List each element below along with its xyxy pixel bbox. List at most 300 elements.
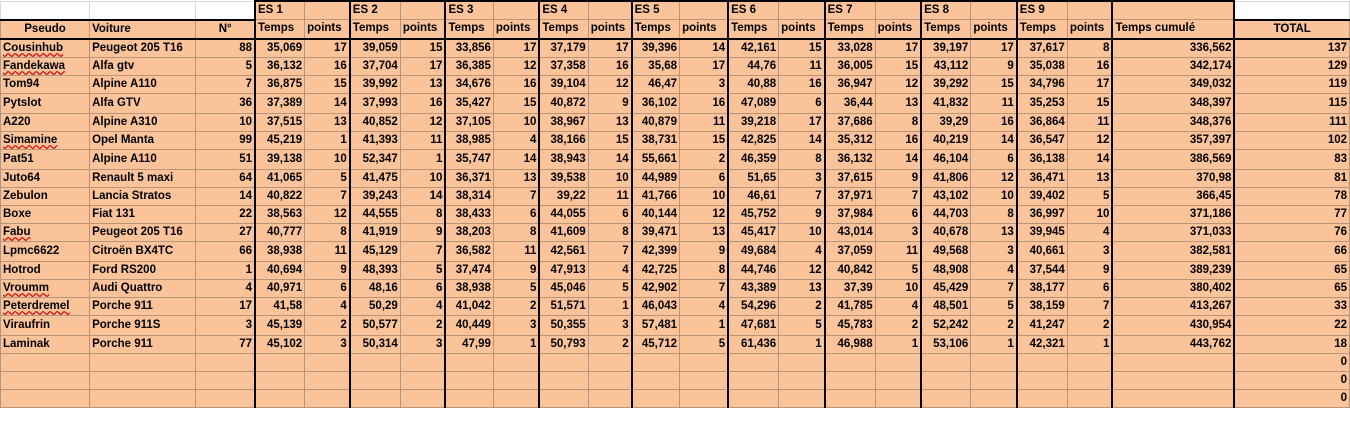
points-cell[interactable]: 11 bbox=[588, 187, 631, 205]
points-cell[interactable]: 7 bbox=[971, 279, 1017, 297]
temps-cell[interactable]: 50,314 bbox=[350, 335, 401, 353]
num-cell[interactable]: 5 bbox=[196, 57, 255, 75]
points-cell[interactable]: 2 bbox=[305, 315, 350, 335]
temps-cell[interactable]: 49,568 bbox=[921, 241, 971, 261]
empty-cell[interactable] bbox=[921, 389, 971, 407]
points-cell[interactable]: 15 bbox=[305, 75, 350, 93]
empty-cell[interactable] bbox=[196, 353, 255, 371]
temps-cell[interactable]: 36,44 bbox=[825, 93, 876, 113]
temps-cell[interactable]: 35,427 bbox=[445, 93, 493, 113]
temps-cell[interactable]: 42,825 bbox=[728, 131, 779, 149]
col-header-temps[interactable]: Temps bbox=[728, 20, 779, 39]
total-cell[interactable]: 77 bbox=[1234, 205, 1349, 223]
points-cell[interactable]: 5 bbox=[400, 261, 445, 279]
temps-cell[interactable]: 51,571 bbox=[539, 297, 588, 315]
temps-cell[interactable]: 37,389 bbox=[255, 93, 305, 113]
empty-cell[interactable] bbox=[445, 389, 493, 407]
cumul-cell[interactable]: 382,581 bbox=[1112, 241, 1234, 261]
temps-cell[interactable]: 37,617 bbox=[1017, 39, 1068, 58]
points-cell[interactable]: 10 bbox=[875, 279, 921, 297]
temps-cell[interactable]: 36,138 bbox=[1017, 149, 1068, 169]
temps-cell[interactable]: 41,393 bbox=[350, 131, 401, 149]
temps-cell[interactable]: 48,501 bbox=[921, 297, 971, 315]
col-header-num[interactable]: N° bbox=[196, 20, 255, 39]
pseudo-cell[interactable]: Pytslot bbox=[1, 93, 90, 113]
empty-cell[interactable] bbox=[632, 353, 680, 371]
temps-cell[interactable]: 55,661 bbox=[632, 149, 680, 169]
empty-cell[interactable] bbox=[539, 371, 588, 389]
temps-cell[interactable]: 50,793 bbox=[539, 335, 588, 353]
points-cell[interactable]: 4 bbox=[1067, 223, 1112, 241]
empty-cell[interactable] bbox=[632, 371, 680, 389]
points-cell[interactable]: 7 bbox=[1067, 297, 1112, 315]
voiture-cell[interactable]: Alpine A110 bbox=[90, 149, 196, 169]
points-cell[interactable]: 5 bbox=[971, 297, 1017, 315]
points-cell[interactable]: 8 bbox=[971, 205, 1017, 223]
temps-cell[interactable]: 35,68 bbox=[632, 57, 680, 75]
total-cell[interactable]: 0 bbox=[1234, 353, 1349, 371]
empty-cell[interactable] bbox=[680, 371, 729, 389]
empty-cell[interactable] bbox=[588, 353, 631, 371]
points-cell[interactable]: 16 bbox=[680, 93, 729, 113]
temps-cell[interactable]: 45,129 bbox=[350, 241, 401, 261]
temps-cell[interactable]: 42,161 bbox=[728, 39, 779, 58]
temps-cell[interactable]: 41,785 bbox=[825, 297, 876, 315]
cumul-header-spacer[interactable] bbox=[1112, 1, 1234, 20]
points-cell[interactable]: 17 bbox=[971, 39, 1017, 58]
pseudo-cell[interactable]: Lpmc6622 bbox=[1, 241, 90, 261]
cumul-cell[interactable]: 348,397 bbox=[1112, 93, 1234, 113]
voiture-cell[interactable]: Renault 5 maxi bbox=[90, 169, 196, 187]
pseudo-cell[interactable]: Tom94 bbox=[1, 75, 90, 93]
temps-cell[interactable]: 38,943 bbox=[539, 149, 588, 169]
temps-cell[interactable]: 39,538 bbox=[539, 169, 588, 187]
col-header-points[interactable]: points bbox=[680, 20, 729, 39]
pseudo-cell[interactable]: Hotrod bbox=[1, 261, 90, 279]
points-cell[interactable]: 3 bbox=[779, 169, 825, 187]
col-header-cumul[interactable]: Temps cumulé bbox=[1112, 20, 1234, 39]
total-cell[interactable]: 22 bbox=[1234, 315, 1349, 335]
points-cell[interactable]: 16 bbox=[875, 131, 921, 149]
points-cell[interactable]: 15 bbox=[400, 39, 445, 58]
points-cell[interactable]: 17 bbox=[493, 39, 539, 58]
num-cell[interactable]: 51 bbox=[196, 149, 255, 169]
total-cell[interactable]: 102 bbox=[1234, 131, 1349, 149]
temps-cell[interactable]: 37,059 bbox=[825, 241, 876, 261]
col-header-points[interactable]: points bbox=[875, 20, 921, 39]
col-header-voiture[interactable]: Voiture bbox=[90, 20, 196, 39]
pseudo-cell[interactable]: Juto64 bbox=[1, 169, 90, 187]
points-cell[interactable]: 16 bbox=[493, 75, 539, 93]
points-cell[interactable]: 2 bbox=[971, 315, 1017, 335]
points-cell[interactable]: 15 bbox=[493, 93, 539, 113]
temps-cell[interactable]: 41,58 bbox=[255, 297, 305, 315]
empty-cell[interactable] bbox=[1112, 371, 1234, 389]
temps-cell[interactable]: 47,681 bbox=[728, 315, 779, 335]
voiture-cell[interactable]: Alpine A110 bbox=[90, 75, 196, 93]
total-cell[interactable]: 33 bbox=[1234, 297, 1349, 315]
points-cell[interactable]: 14 bbox=[971, 131, 1017, 149]
pseudo-cell[interactable]: Peterdremel bbox=[1, 297, 90, 315]
points-cell[interactable]: 6 bbox=[1067, 279, 1112, 297]
voiture-cell[interactable]: Porche 911S bbox=[90, 315, 196, 335]
points-cell[interactable]: 3 bbox=[305, 335, 350, 353]
empty-cell[interactable] bbox=[196, 389, 255, 407]
points-cell[interactable]: 5 bbox=[680, 335, 729, 353]
temps-cell[interactable]: 37,615 bbox=[825, 169, 876, 187]
temps-cell[interactable]: 39,243 bbox=[350, 187, 401, 205]
voiture-cell[interactable]: Alfa gtv bbox=[90, 57, 196, 75]
empty-cell[interactable] bbox=[779, 389, 825, 407]
points-cell[interactable]: 3 bbox=[1067, 241, 1112, 261]
col-header-temps[interactable]: Temps bbox=[255, 20, 305, 39]
points-cell[interactable]: 9 bbox=[588, 93, 631, 113]
empty-cell[interactable] bbox=[350, 353, 401, 371]
empty-cell[interactable] bbox=[875, 353, 921, 371]
temps-cell[interactable]: 38,967 bbox=[539, 113, 588, 131]
temps-cell[interactable]: 38,166 bbox=[539, 131, 588, 149]
temps-cell[interactable]: 50,29 bbox=[350, 297, 401, 315]
temps-cell[interactable]: 39,059 bbox=[350, 39, 401, 58]
empty-cell[interactable] bbox=[445, 371, 493, 389]
voiture-cell[interactable]: Audi Quattro bbox=[90, 279, 196, 297]
temps-cell[interactable]: 35,069 bbox=[255, 39, 305, 58]
empty-cell[interactable] bbox=[728, 353, 779, 371]
points-cell[interactable]: 1 bbox=[680, 315, 729, 335]
temps-cell[interactable]: 48,393 bbox=[350, 261, 401, 279]
pseudo-cell[interactable]: Simamine bbox=[1, 131, 90, 149]
stage-title[interactable]: ES 8 bbox=[921, 1, 971, 20]
points-cell[interactable]: 13 bbox=[779, 279, 825, 297]
temps-cell[interactable]: 53,106 bbox=[921, 335, 971, 353]
points-cell[interactable]: 14 bbox=[779, 131, 825, 149]
points-cell[interactable]: 12 bbox=[493, 57, 539, 75]
temps-cell[interactable]: 37,474 bbox=[445, 261, 493, 279]
total-cell[interactable]: 137 bbox=[1234, 39, 1349, 58]
points-cell[interactable]: 7 bbox=[680, 279, 729, 297]
empty-cell[interactable] bbox=[305, 353, 350, 371]
points-cell[interactable]: 12 bbox=[875, 75, 921, 93]
pseudo-cell[interactable]: Boxe bbox=[1, 205, 90, 223]
temps-cell[interactable]: 37,179 bbox=[539, 39, 588, 58]
points-cell[interactable]: 16 bbox=[779, 75, 825, 93]
points-cell[interactable]: 10 bbox=[400, 169, 445, 187]
empty-cell[interactable] bbox=[825, 389, 876, 407]
temps-cell[interactable]: 39,22 bbox=[539, 187, 588, 205]
temps-cell[interactable]: 35,038 bbox=[1017, 57, 1068, 75]
stage-title-spacer[interactable] bbox=[971, 1, 1017, 20]
empty-cell[interactable] bbox=[493, 389, 539, 407]
temps-cell[interactable]: 61,436 bbox=[728, 335, 779, 353]
empty-cell[interactable] bbox=[1234, 1, 1349, 20]
stage-title-spacer[interactable] bbox=[1067, 1, 1112, 20]
voiture-cell[interactable]: Citroën BX4TC bbox=[90, 241, 196, 261]
col-header-points[interactable]: points bbox=[779, 20, 825, 39]
temps-cell[interactable]: 40,144 bbox=[632, 205, 680, 223]
temps-cell[interactable]: 36,132 bbox=[255, 57, 305, 75]
empty-cell[interactable] bbox=[493, 353, 539, 371]
col-header-total[interactable]: TOTAL bbox=[1234, 20, 1349, 39]
stage-title-spacer[interactable] bbox=[779, 1, 825, 20]
points-cell[interactable]: 4 bbox=[588, 261, 631, 279]
temps-cell[interactable]: 45,046 bbox=[539, 279, 588, 297]
temps-cell[interactable]: 39,945 bbox=[1017, 223, 1068, 241]
cumul-cell[interactable]: 336,562 bbox=[1112, 39, 1234, 58]
points-cell[interactable]: 11 bbox=[680, 113, 729, 131]
temps-cell[interactable]: 40,678 bbox=[921, 223, 971, 241]
empty-cell[interactable] bbox=[90, 389, 196, 407]
points-cell[interactable]: 3 bbox=[400, 335, 445, 353]
points-cell[interactable]: 13 bbox=[1067, 169, 1112, 187]
num-cell[interactable]: 22 bbox=[196, 205, 255, 223]
cumul-cell[interactable]: 389,239 bbox=[1112, 261, 1234, 279]
empty-cell[interactable] bbox=[90, 353, 196, 371]
temps-cell[interactable]: 39,29 bbox=[921, 113, 971, 131]
temps-cell[interactable]: 44,055 bbox=[539, 205, 588, 223]
empty-cell[interactable] bbox=[971, 389, 1017, 407]
total-cell[interactable]: 66 bbox=[1234, 241, 1349, 261]
temps-cell[interactable]: 44,76 bbox=[728, 57, 779, 75]
points-cell[interactable]: 11 bbox=[400, 131, 445, 149]
temps-cell[interactable]: 45,219 bbox=[255, 131, 305, 149]
points-cell[interactable]: 2 bbox=[493, 297, 539, 315]
points-cell[interactable]: 16 bbox=[1067, 57, 1112, 75]
points-cell[interactable]: 4 bbox=[493, 131, 539, 149]
temps-cell[interactable]: 50,577 bbox=[350, 315, 401, 335]
num-cell[interactable]: 88 bbox=[196, 39, 255, 58]
total-cell[interactable]: 129 bbox=[1234, 57, 1349, 75]
temps-cell[interactable]: 42,321 bbox=[1017, 335, 1068, 353]
points-cell[interactable]: 8 bbox=[588, 223, 631, 241]
empty-cell[interactable] bbox=[1, 353, 90, 371]
empty-cell[interactable] bbox=[921, 353, 971, 371]
empty-cell[interactable] bbox=[305, 371, 350, 389]
cumul-cell[interactable]: 386,569 bbox=[1112, 149, 1234, 169]
points-cell[interactable]: 13 bbox=[875, 93, 921, 113]
points-cell[interactable]: 9 bbox=[680, 241, 729, 261]
temps-cell[interactable]: 46,47 bbox=[632, 75, 680, 93]
temps-cell[interactable]: 47,089 bbox=[728, 93, 779, 113]
points-cell[interactable]: 13 bbox=[400, 75, 445, 93]
points-cell[interactable]: 2 bbox=[588, 335, 631, 353]
col-header-points[interactable]: points bbox=[588, 20, 631, 39]
points-cell[interactable]: 4 bbox=[779, 241, 825, 261]
voiture-cell[interactable]: Opel Manta bbox=[90, 131, 196, 149]
points-cell[interactable]: 9 bbox=[1067, 261, 1112, 279]
pseudo-cell[interactable]: Laminak bbox=[1, 335, 90, 353]
points-cell[interactable]: 3 bbox=[588, 315, 631, 335]
points-cell[interactable]: 6 bbox=[875, 205, 921, 223]
empty-cell[interactable] bbox=[255, 389, 305, 407]
stage-title[interactable]: ES 5 bbox=[632, 1, 680, 20]
temps-cell[interactable]: 37,358 bbox=[539, 57, 588, 75]
temps-cell[interactable]: 40,852 bbox=[350, 113, 401, 131]
points-cell[interactable]: 14 bbox=[493, 149, 539, 169]
points-cell[interactable]: 5 bbox=[305, 169, 350, 187]
empty-cell[interactable] bbox=[1112, 389, 1234, 407]
empty-cell[interactable] bbox=[1017, 371, 1068, 389]
num-cell[interactable]: 17 bbox=[196, 297, 255, 315]
empty-cell[interactable] bbox=[400, 389, 445, 407]
empty-cell[interactable] bbox=[588, 371, 631, 389]
temps-cell[interactable]: 33,028 bbox=[825, 39, 876, 58]
temps-cell[interactable]: 45,102 bbox=[255, 335, 305, 353]
total-cell[interactable]: 0 bbox=[1234, 389, 1349, 407]
temps-cell[interactable]: 45,417 bbox=[728, 223, 779, 241]
temps-cell[interactable]: 34,796 bbox=[1017, 75, 1068, 93]
temps-cell[interactable]: 36,864 bbox=[1017, 113, 1068, 131]
points-cell[interactable]: 17 bbox=[1067, 75, 1112, 93]
temps-cell[interactable]: 44,555 bbox=[350, 205, 401, 223]
points-cell[interactable]: 12 bbox=[779, 261, 825, 279]
points-cell[interactable]: 1 bbox=[875, 335, 921, 353]
points-cell[interactable]: 5 bbox=[588, 279, 631, 297]
points-cell[interactable]: 10 bbox=[588, 169, 631, 187]
points-cell[interactable]: 4 bbox=[971, 261, 1017, 279]
cumul-cell[interactable]: 342,174 bbox=[1112, 57, 1234, 75]
total-cell[interactable]: 78 bbox=[1234, 187, 1349, 205]
voiture-cell[interactable]: Peugeot 205 T16 bbox=[90, 223, 196, 241]
empty-cell[interactable] bbox=[875, 389, 921, 407]
total-cell[interactable]: 0 bbox=[1234, 371, 1349, 389]
stage-title[interactable]: ES 4 bbox=[539, 1, 588, 20]
points-cell[interactable]: 9 bbox=[971, 57, 1017, 75]
temps-cell[interactable]: 41,247 bbox=[1017, 315, 1068, 335]
temps-cell[interactable]: 34,676 bbox=[445, 75, 493, 93]
temps-cell[interactable]: 42,902 bbox=[632, 279, 680, 297]
temps-cell[interactable]: 39,197 bbox=[921, 39, 971, 58]
temps-cell[interactable]: 40,777 bbox=[255, 223, 305, 241]
points-cell[interactable]: 15 bbox=[1067, 93, 1112, 113]
temps-cell[interactable]: 37,984 bbox=[825, 205, 876, 223]
points-cell[interactable]: 1 bbox=[971, 335, 1017, 353]
points-cell[interactable]: 15 bbox=[680, 131, 729, 149]
empty-cell[interactable] bbox=[255, 353, 305, 371]
temps-cell[interactable]: 44,703 bbox=[921, 205, 971, 223]
temps-cell[interactable]: 44,746 bbox=[728, 261, 779, 279]
points-cell[interactable]: 10 bbox=[971, 187, 1017, 205]
temps-cell[interactable]: 38,731 bbox=[632, 131, 680, 149]
points-cell[interactable]: 13 bbox=[305, 113, 350, 131]
stage-title[interactable]: ES 3 bbox=[445, 1, 493, 20]
col-header-pseudo[interactable]: Pseudo bbox=[1, 20, 90, 39]
col-header-temps[interactable]: Temps bbox=[350, 20, 401, 39]
empty-cell[interactable] bbox=[825, 353, 876, 371]
temps-cell[interactable]: 39,396 bbox=[632, 39, 680, 58]
points-cell[interactable]: 15 bbox=[875, 57, 921, 75]
temps-cell[interactable]: 37,686 bbox=[825, 113, 876, 131]
temps-cell[interactable]: 40,822 bbox=[255, 187, 305, 205]
col-header-points[interactable]: points bbox=[971, 20, 1017, 39]
temps-cell[interactable]: 39,104 bbox=[539, 75, 588, 93]
empty-cell[interactable] bbox=[728, 371, 779, 389]
empty-cell[interactable] bbox=[1017, 353, 1068, 371]
temps-cell[interactable]: 52,242 bbox=[921, 315, 971, 335]
temps-cell[interactable]: 37,39 bbox=[825, 279, 876, 297]
temps-cell[interactable]: 39,992 bbox=[350, 75, 401, 93]
empty-cell[interactable] bbox=[921, 371, 971, 389]
empty-cell[interactable] bbox=[779, 353, 825, 371]
points-cell[interactable]: 7 bbox=[400, 241, 445, 261]
empty-cell[interactable] bbox=[1067, 353, 1112, 371]
points-cell[interactable]: 16 bbox=[971, 113, 1017, 131]
num-cell[interactable]: 64 bbox=[196, 169, 255, 187]
points-cell[interactable]: 9 bbox=[305, 261, 350, 279]
num-cell[interactable]: 3 bbox=[196, 315, 255, 335]
empty-cell[interactable] bbox=[445, 353, 493, 371]
empty-cell[interactable] bbox=[971, 353, 1017, 371]
col-header-temps[interactable]: Temps bbox=[921, 20, 971, 39]
points-cell[interactable]: 12 bbox=[1067, 131, 1112, 149]
total-cell[interactable]: 119 bbox=[1234, 75, 1349, 93]
points-cell[interactable]: 14 bbox=[680, 39, 729, 58]
temps-cell[interactable]: 36,005 bbox=[825, 57, 876, 75]
temps-cell[interactable]: 39,218 bbox=[728, 113, 779, 131]
points-cell[interactable]: 11 bbox=[305, 241, 350, 261]
temps-cell[interactable]: 36,582 bbox=[445, 241, 493, 261]
points-cell[interactable]: 1 bbox=[588, 297, 631, 315]
points-cell[interactable]: 16 bbox=[400, 93, 445, 113]
points-cell[interactable]: 12 bbox=[588, 75, 631, 93]
temps-cell[interactable]: 38,177 bbox=[1017, 279, 1068, 297]
points-cell[interactable]: 9 bbox=[493, 261, 539, 279]
points-cell[interactable]: 2 bbox=[680, 149, 729, 169]
col-header-temps[interactable]: Temps bbox=[539, 20, 588, 39]
points-cell[interactable]: 8 bbox=[305, 223, 350, 241]
empty-cell[interactable] bbox=[680, 353, 729, 371]
temps-cell[interactable]: 35,747 bbox=[445, 149, 493, 169]
temps-cell[interactable]: 50,355 bbox=[539, 315, 588, 335]
temps-cell[interactable]: 46,988 bbox=[825, 335, 876, 353]
temps-cell[interactable]: 46,104 bbox=[921, 149, 971, 169]
cumul-cell[interactable]: 443,762 bbox=[1112, 335, 1234, 353]
empty-cell[interactable] bbox=[1067, 389, 1112, 407]
stage-title[interactable]: ES 2 bbox=[350, 1, 401, 20]
points-cell[interactable]: 2 bbox=[400, 315, 445, 335]
points-cell[interactable]: 5 bbox=[493, 279, 539, 297]
temps-cell[interactable]: 43,102 bbox=[921, 187, 971, 205]
points-cell[interactable]: 2 bbox=[779, 297, 825, 315]
points-cell[interactable]: 6 bbox=[971, 149, 1017, 169]
points-cell[interactable]: 13 bbox=[971, 223, 1017, 241]
col-header-points[interactable]: points bbox=[493, 20, 539, 39]
points-cell[interactable]: 12 bbox=[400, 113, 445, 131]
temps-cell[interactable]: 36,947 bbox=[825, 75, 876, 93]
cumul-cell[interactable]: 371,186 bbox=[1112, 205, 1234, 223]
empty-cell[interactable] bbox=[400, 371, 445, 389]
temps-cell[interactable]: 37,515 bbox=[255, 113, 305, 131]
temps-cell[interactable]: 40,842 bbox=[825, 261, 876, 279]
temps-cell[interactable]: 45,783 bbox=[825, 315, 876, 335]
temps-cell[interactable]: 37,993 bbox=[350, 93, 401, 113]
cumul-cell[interactable]: 357,397 bbox=[1112, 131, 1234, 149]
points-cell[interactable]: 8 bbox=[400, 205, 445, 223]
num-cell[interactable]: 4 bbox=[196, 279, 255, 297]
temps-cell[interactable]: 47,99 bbox=[445, 335, 493, 353]
empty-cell[interactable] bbox=[400, 353, 445, 371]
temps-cell[interactable]: 45,752 bbox=[728, 205, 779, 223]
num-cell[interactable]: 10 bbox=[196, 113, 255, 131]
points-cell[interactable]: 11 bbox=[1067, 113, 1112, 131]
num-cell[interactable]: 77 bbox=[196, 335, 255, 353]
cumul-cell[interactable]: 366,45 bbox=[1112, 187, 1234, 205]
total-cell[interactable]: 81 bbox=[1234, 169, 1349, 187]
pseudo-cell[interactable]: Vroumm bbox=[1, 279, 90, 297]
points-cell[interactable]: 17 bbox=[680, 57, 729, 75]
points-cell[interactable]: 3 bbox=[875, 223, 921, 241]
temps-cell[interactable]: 42,399 bbox=[632, 241, 680, 261]
points-cell[interactable]: 9 bbox=[400, 223, 445, 241]
